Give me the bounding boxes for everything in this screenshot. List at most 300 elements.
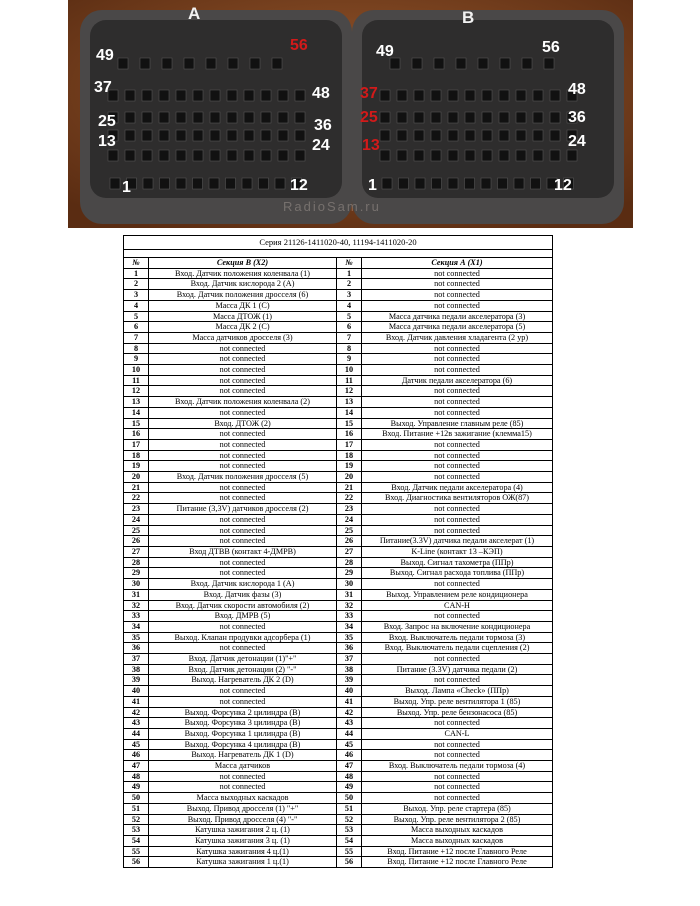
pin-function-a: Вход. Питание +12в зажигание (клемма15) xyxy=(362,429,553,440)
pin-function-a: Вход. Выключатель педали сцепления (2) xyxy=(362,643,553,654)
pin-number-b: 32 xyxy=(124,600,149,611)
pin-function-a: Питание (3.3V) датчика педали (2) xyxy=(362,664,553,675)
pin-cavity xyxy=(448,178,458,189)
table-row xyxy=(124,707,553,718)
pin-number-a: 29 xyxy=(337,568,362,579)
pin-function-b: not connected xyxy=(149,343,337,354)
pin-number-a: 18 xyxy=(337,450,362,461)
pin-cavity xyxy=(516,150,526,161)
pin-cavity xyxy=(499,90,509,101)
pin-number-a: 32 xyxy=(337,600,362,611)
pin-function-b: Выход. Клапан продувки адсорбера (1) xyxy=(149,632,337,643)
pin-cavity xyxy=(162,58,172,69)
pin-number-b: 12 xyxy=(124,386,149,397)
pin-cavity xyxy=(544,58,554,69)
left-pin-24-label: 24 xyxy=(312,137,330,154)
pin-cavity xyxy=(499,130,509,141)
pin-function-b: Выход. Привод дросселя (4) "-" xyxy=(149,814,337,825)
table-row xyxy=(124,814,553,825)
pin-cavity xyxy=(412,58,422,69)
pin-function-a: Масса датчика педали акселератора (5) xyxy=(362,322,553,333)
right-pin-36-label: 36 xyxy=(568,109,586,126)
pin-function-b: Катушка зажигания 2 ц. (1) xyxy=(149,825,337,836)
pin-number-b: 52 xyxy=(124,814,149,825)
pin-function-b: Вход. ДТОЖ (2) xyxy=(149,418,337,429)
pin-cavity xyxy=(482,130,492,141)
pin-function-b: Масса выходных каскадов xyxy=(149,793,337,804)
table-row xyxy=(124,343,553,354)
pin-number-a: 16 xyxy=(337,429,362,440)
table-row xyxy=(124,846,553,857)
pin-cavity xyxy=(242,178,252,189)
pin-cavity xyxy=(448,130,458,141)
right-pin-24-label: 24 xyxy=(568,133,586,150)
table-row xyxy=(124,857,553,868)
pin-cavity xyxy=(278,130,288,141)
pin-cavity xyxy=(533,112,543,123)
pin-cavity xyxy=(261,130,271,141)
pin-function-b: Вход. Датчик кислорода 2 (А) xyxy=(149,279,337,290)
header-number-b: № xyxy=(124,258,149,269)
pin-cavity xyxy=(397,130,407,141)
pin-number-a: 35 xyxy=(337,632,362,643)
pin-function-b: not connected xyxy=(149,557,337,568)
pin-number-b: 22 xyxy=(124,493,149,504)
table-row xyxy=(124,482,553,493)
pin-function-b: not connected xyxy=(149,354,337,365)
pin-function-a: not connected xyxy=(362,397,553,408)
pin-number-a: 28 xyxy=(337,557,362,568)
left-pin-36-label: 36 xyxy=(314,117,332,134)
pin-cavity xyxy=(295,130,305,141)
pin-number-b: 44 xyxy=(124,728,149,739)
pin-function-b: not connected xyxy=(149,686,337,697)
pin-number-a: 43 xyxy=(337,718,362,729)
pin-number-a: 12 xyxy=(337,386,362,397)
pin-cavity xyxy=(431,90,441,101)
pin-function-b: not connected xyxy=(149,771,337,782)
pin-function-a: Вход. Датчик педали акселератора (4) xyxy=(362,482,553,493)
pin-function-b: not connected xyxy=(149,482,337,493)
pin-cavity xyxy=(210,130,220,141)
table-row xyxy=(124,375,553,386)
pin-cavity xyxy=(533,150,543,161)
table-row xyxy=(124,621,553,632)
right-pin-13-label: 13 xyxy=(362,137,380,154)
pin-number-b: 7 xyxy=(124,332,149,343)
left-pin-25-label: 25 xyxy=(98,113,116,130)
pin-number-b: 16 xyxy=(124,429,149,440)
right-pin-37-label: 37 xyxy=(360,85,378,102)
pin-function-b: Масса ДК 1 (С) xyxy=(149,300,337,311)
pin-cavity xyxy=(465,150,475,161)
pin-function-a: CAN-H xyxy=(362,600,553,611)
pin-function-a: Масса выходных каскадов xyxy=(362,825,553,836)
pin-function-a: not connected xyxy=(362,343,553,354)
pin-function-b: not connected xyxy=(149,536,337,547)
pin-function-b: Выход. Форсунка 2 цилиндра (В) xyxy=(149,707,337,718)
header-number-a: № xyxy=(337,258,362,269)
pin-number-b: 13 xyxy=(124,397,149,408)
pin-function-a: not connected xyxy=(362,675,553,686)
pin-function-a: K-Line (контакт 13 –КЭП) xyxy=(362,546,553,557)
pin-function-b: not connected xyxy=(149,375,337,386)
pin-cavity xyxy=(550,150,560,161)
pin-number-a: 10 xyxy=(337,365,362,376)
pin-number-a: 24 xyxy=(337,514,362,525)
pin-number-a: 23 xyxy=(337,504,362,515)
pin-function-a: Выход. Сигнал тахометра (ППр) xyxy=(362,557,553,568)
pin-cavity xyxy=(227,90,237,101)
pin-cavity xyxy=(414,150,424,161)
pin-cavity xyxy=(414,130,424,141)
pin-number-a: 38 xyxy=(337,664,362,675)
pin-number-a: 17 xyxy=(337,439,362,450)
pin-cavity xyxy=(397,90,407,101)
pin-cavity xyxy=(414,90,424,101)
table-row xyxy=(124,803,553,814)
table-row xyxy=(124,536,553,547)
pin-function-a: not connected xyxy=(362,654,553,665)
table-row xyxy=(124,332,553,343)
pin-number-a: 42 xyxy=(337,707,362,718)
table-row xyxy=(124,418,553,429)
pin-function-b: not connected xyxy=(149,696,337,707)
pin-cavity xyxy=(465,130,475,141)
pin-number-b: 45 xyxy=(124,739,149,750)
pin-cavity xyxy=(125,112,135,123)
table-row xyxy=(124,600,553,611)
table-row xyxy=(124,493,553,504)
pin-function-b: not connected xyxy=(149,621,337,632)
pin-function-b: Вход. Датчик положения коленвала (2) xyxy=(149,397,337,408)
pin-number-b: 3 xyxy=(124,290,149,301)
pin-cavity xyxy=(210,90,220,101)
pin-function-a: Выход. Лампа «Check» (ППр) xyxy=(362,686,553,697)
pin-cavity xyxy=(465,112,475,123)
pin-number-a: 49 xyxy=(337,782,362,793)
pin-function-a: not connected xyxy=(362,782,553,793)
table-row xyxy=(124,429,553,440)
pin-cavity xyxy=(415,178,425,189)
connector-b-label: B xyxy=(462,8,475,27)
pin-cavity xyxy=(499,112,509,123)
pin-cavity xyxy=(382,178,392,189)
pin-cavity xyxy=(275,178,285,189)
pin-function-b: not connected xyxy=(149,439,337,450)
pin-cavity xyxy=(159,150,169,161)
pin-function-b: Вход. ДМРВ (5) xyxy=(149,611,337,622)
pin-function-b: Вход. Датчик скорости автомобиля (2) xyxy=(149,600,337,611)
pin-cavity xyxy=(533,90,543,101)
right-pin-49-label: 49 xyxy=(376,43,394,60)
pin-function-a: not connected xyxy=(362,472,553,483)
pin-cavity xyxy=(531,178,541,189)
pin-number-a: 8 xyxy=(337,343,362,354)
pin-function-a: not connected xyxy=(362,611,553,622)
pin-number-a: 31 xyxy=(337,589,362,600)
pin-number-b: 24 xyxy=(124,514,149,525)
pin-cavity xyxy=(227,130,237,141)
right-pin-12-label: 12 xyxy=(554,177,572,194)
pinout-document xyxy=(123,235,552,868)
pin-cavity xyxy=(176,130,186,141)
pin-function-b: Катушка зажигания 1 ц.(1) xyxy=(149,857,337,868)
right-pin-1-label: 1 xyxy=(368,177,377,194)
pin-number-b: 47 xyxy=(124,761,149,772)
table-row xyxy=(124,439,553,450)
pin-cavity xyxy=(434,58,444,69)
pin-cavity xyxy=(482,112,492,123)
pin-function-a: Масса датчика педали акселератора (3) xyxy=(362,311,553,322)
pin-function-a: Выход. Упр. реле бензонасоса (85) xyxy=(362,707,553,718)
pin-cavity xyxy=(226,178,236,189)
table-row xyxy=(124,386,553,397)
left-pin-1-label: 1 xyxy=(122,179,131,196)
pin-number-b: 6 xyxy=(124,322,149,333)
pin-cavity xyxy=(118,58,128,69)
header-section-b: Секция В (X2) xyxy=(149,258,337,269)
pin-number-a: 13 xyxy=(337,397,362,408)
table-row xyxy=(124,268,553,279)
pin-cavity xyxy=(550,112,560,123)
table-row xyxy=(124,504,553,515)
header-section-a: Секция А (X1) xyxy=(362,258,553,269)
pin-function-b: not connected xyxy=(149,365,337,376)
pin-number-b: 1 xyxy=(124,268,149,279)
pin-function-a: Масса выходных каскадов xyxy=(362,835,553,846)
pin-function-b: not connected xyxy=(149,782,337,793)
table-row xyxy=(124,739,553,750)
pin-function-a: not connected xyxy=(362,504,553,515)
pin-function-a: not connected xyxy=(362,439,553,450)
pin-cavity xyxy=(482,90,492,101)
pin-function-b: Вход. Датчик положения дросселя (5) xyxy=(149,472,337,483)
pin-number-b: 14 xyxy=(124,407,149,418)
pin-function-b: Выход. Форсунка 1 цилиндра (В) xyxy=(149,728,337,739)
pin-function-a: Вход. Диагностика вентиляторов ОЖ(87) xyxy=(362,493,553,504)
pin-function-a: Выход. Сигнал расхода топлива (ППр) xyxy=(362,568,553,579)
pin-number-a: 44 xyxy=(337,728,362,739)
pin-number-a: 15 xyxy=(337,418,362,429)
pin-cavity xyxy=(500,58,510,69)
pin-cavity xyxy=(522,58,532,69)
pin-cavity xyxy=(193,112,203,123)
pin-function-b: not connected xyxy=(149,407,337,418)
pin-function-b: Выход. Форсунка 3 цилиндра (В) xyxy=(149,718,337,729)
left-pin-48-label: 48 xyxy=(312,85,330,102)
pin-cavity xyxy=(448,112,458,123)
pin-number-a: 2 xyxy=(337,279,362,290)
pin-function-a: CAN-L xyxy=(362,728,553,739)
pin-function-b: Питание (3,3V) датчиков дросселя (2) xyxy=(149,504,337,515)
table-row xyxy=(124,750,553,761)
pin-number-b: 17 xyxy=(124,439,149,450)
pin-number-b: 20 xyxy=(124,472,149,483)
pin-number-b: 28 xyxy=(124,557,149,568)
pin-cavity xyxy=(160,178,170,189)
pin-function-b: Масса датчиков xyxy=(149,761,337,772)
pin-function-a: Вход. Выключатель педали тормоза (4) xyxy=(362,761,553,772)
pin-cavity xyxy=(295,90,305,101)
pin-function-a: Выход. Упр. реле вентилятора 1 (85) xyxy=(362,696,553,707)
pin-cavity xyxy=(176,112,186,123)
pin-cavity xyxy=(397,150,407,161)
pin-number-a: 39 xyxy=(337,675,362,686)
pin-cavity xyxy=(397,112,407,123)
pin-function-b: not connected xyxy=(149,525,337,536)
pin-function-b: Выход. Форсунка 4 цилиндра (В) xyxy=(149,739,337,750)
pin-function-a: Датчик педали акселератора (6) xyxy=(362,375,553,386)
table-row xyxy=(124,322,553,333)
pin-function-a: Выход. Управлением реле кондиционера xyxy=(362,589,553,600)
pin-cavity xyxy=(176,90,186,101)
pin-number-a: 53 xyxy=(337,825,362,836)
pin-number-a: 21 xyxy=(337,482,362,493)
pin-number-a: 51 xyxy=(337,803,362,814)
pin-cavity xyxy=(193,150,203,161)
pin-cavity xyxy=(110,178,120,189)
table-row xyxy=(124,782,553,793)
pin-function-a: Выход. Управление главным реле (85) xyxy=(362,418,553,429)
table-row xyxy=(124,407,553,418)
pin-function-b: Масса датчиков дросселя (3) xyxy=(149,332,337,343)
pin-number-b: 42 xyxy=(124,707,149,718)
pin-cavity xyxy=(125,150,135,161)
pin-cavity xyxy=(227,112,237,123)
pin-number-b: 39 xyxy=(124,675,149,686)
pin-number-a: 50 xyxy=(337,793,362,804)
pin-cavity xyxy=(125,90,135,101)
right-pin-48-label: 48 xyxy=(568,81,586,98)
pinout-table xyxy=(123,235,553,868)
pin-cavity xyxy=(209,178,219,189)
pin-number-b: 25 xyxy=(124,525,149,536)
pin-cavity xyxy=(380,130,390,141)
pin-number-b: 31 xyxy=(124,589,149,600)
pin-cavity xyxy=(456,58,466,69)
pin-number-a: 40 xyxy=(337,686,362,697)
pin-function-b: Выход. Нагреватель ДК 2 (D) xyxy=(149,675,337,686)
pin-function-b: not connected xyxy=(149,461,337,472)
pin-number-b: 55 xyxy=(124,846,149,857)
pin-number-a: 22 xyxy=(337,493,362,504)
pin-cavity xyxy=(533,130,543,141)
pin-function-b: not connected xyxy=(149,493,337,504)
pin-number-b: 4 xyxy=(124,300,149,311)
pin-cavity xyxy=(140,58,150,69)
pin-cavity xyxy=(142,112,152,123)
pin-function-b: Вход. Датчик кислорода 1 (А) xyxy=(149,579,337,590)
pin-number-b: 5 xyxy=(124,311,149,322)
pin-cavity xyxy=(250,58,260,69)
pin-cavity xyxy=(432,178,442,189)
table-row xyxy=(124,557,553,568)
table-row xyxy=(124,632,553,643)
pin-function-a: not connected xyxy=(362,279,553,290)
pin-number-b: 43 xyxy=(124,718,149,729)
pin-function-b: not connected xyxy=(149,568,337,579)
pin-function-b: Вход ДТВВ (контакт 4-ДМРВ) xyxy=(149,546,337,557)
pin-function-a: not connected xyxy=(362,739,553,750)
pin-number-a: 41 xyxy=(337,696,362,707)
pin-number-a: 56 xyxy=(337,857,362,868)
pin-number-a: 9 xyxy=(337,354,362,365)
pin-number-b: 29 xyxy=(124,568,149,579)
pin-cavity xyxy=(498,178,508,189)
pin-function-b: Масса ДТОЖ (1) xyxy=(149,311,337,322)
pin-number-b: 19 xyxy=(124,461,149,472)
pin-cavity xyxy=(142,150,152,161)
table-row xyxy=(124,525,553,536)
pin-cavity xyxy=(516,130,526,141)
pin-function-a: not connected xyxy=(362,771,553,782)
pin-function-a: not connected xyxy=(362,525,553,536)
pin-cavity xyxy=(159,90,169,101)
pin-number-a: 5 xyxy=(337,311,362,322)
pin-function-b: not connected xyxy=(149,386,337,397)
pin-cavity xyxy=(465,178,475,189)
pin-number-b: 56 xyxy=(124,857,149,868)
pin-cavity xyxy=(465,90,475,101)
left-pin-37-label: 37 xyxy=(94,79,112,96)
pin-function-b: Вход. Датчик положения коленвала (1) xyxy=(149,268,337,279)
pin-function-a: not connected xyxy=(362,450,553,461)
pin-cavity xyxy=(380,112,390,123)
pin-cavity xyxy=(244,90,254,101)
pin-number-b: 54 xyxy=(124,835,149,846)
pin-number-b: 15 xyxy=(124,418,149,429)
pin-number-a: 26 xyxy=(337,536,362,547)
pin-cavity xyxy=(478,58,488,69)
table-row xyxy=(124,397,553,408)
pin-number-b: 36 xyxy=(124,643,149,654)
pin-number-b: 37 xyxy=(124,654,149,665)
pin-function-a: Вход. Питание +12 после Главного Реле xyxy=(362,846,553,857)
pin-cavity xyxy=(193,90,203,101)
pin-function-a: Вход. Датчик давления хладагента (2 ур) xyxy=(362,332,553,343)
pin-function-b: Вход. Датчик положения дросселя (6) xyxy=(149,290,337,301)
pin-number-b: 23 xyxy=(124,504,149,515)
watermark: RadioSam.ru xyxy=(283,199,381,214)
pin-cavity xyxy=(516,90,526,101)
pin-cavity xyxy=(210,112,220,123)
pin-cavity xyxy=(142,90,152,101)
pin-number-a: 3 xyxy=(337,290,362,301)
pin-cavity xyxy=(550,130,560,141)
table-row xyxy=(124,611,553,622)
pin-number-a: 52 xyxy=(337,814,362,825)
pin-cavity xyxy=(399,178,409,189)
pin-number-a: 20 xyxy=(337,472,362,483)
pin-function-b: Катушка зажигания 4 ц.(1) xyxy=(149,846,337,857)
pin-number-b: 26 xyxy=(124,536,149,547)
connector-drawing xyxy=(68,0,633,228)
pin-cavity xyxy=(550,90,560,101)
pin-function-b: Выход. Привод дросселя (1) "+" xyxy=(149,803,337,814)
pin-function-a: not connected xyxy=(362,718,553,729)
pin-cavity xyxy=(481,178,491,189)
table-row xyxy=(124,279,553,290)
table-row xyxy=(124,728,553,739)
table-row xyxy=(124,835,553,846)
pin-cavity xyxy=(278,150,288,161)
pin-cavity xyxy=(244,150,254,161)
pin-function-a: not connected xyxy=(362,268,553,279)
table-row xyxy=(124,290,553,301)
pin-number-a: 55 xyxy=(337,846,362,857)
pinout-rows xyxy=(124,268,553,867)
